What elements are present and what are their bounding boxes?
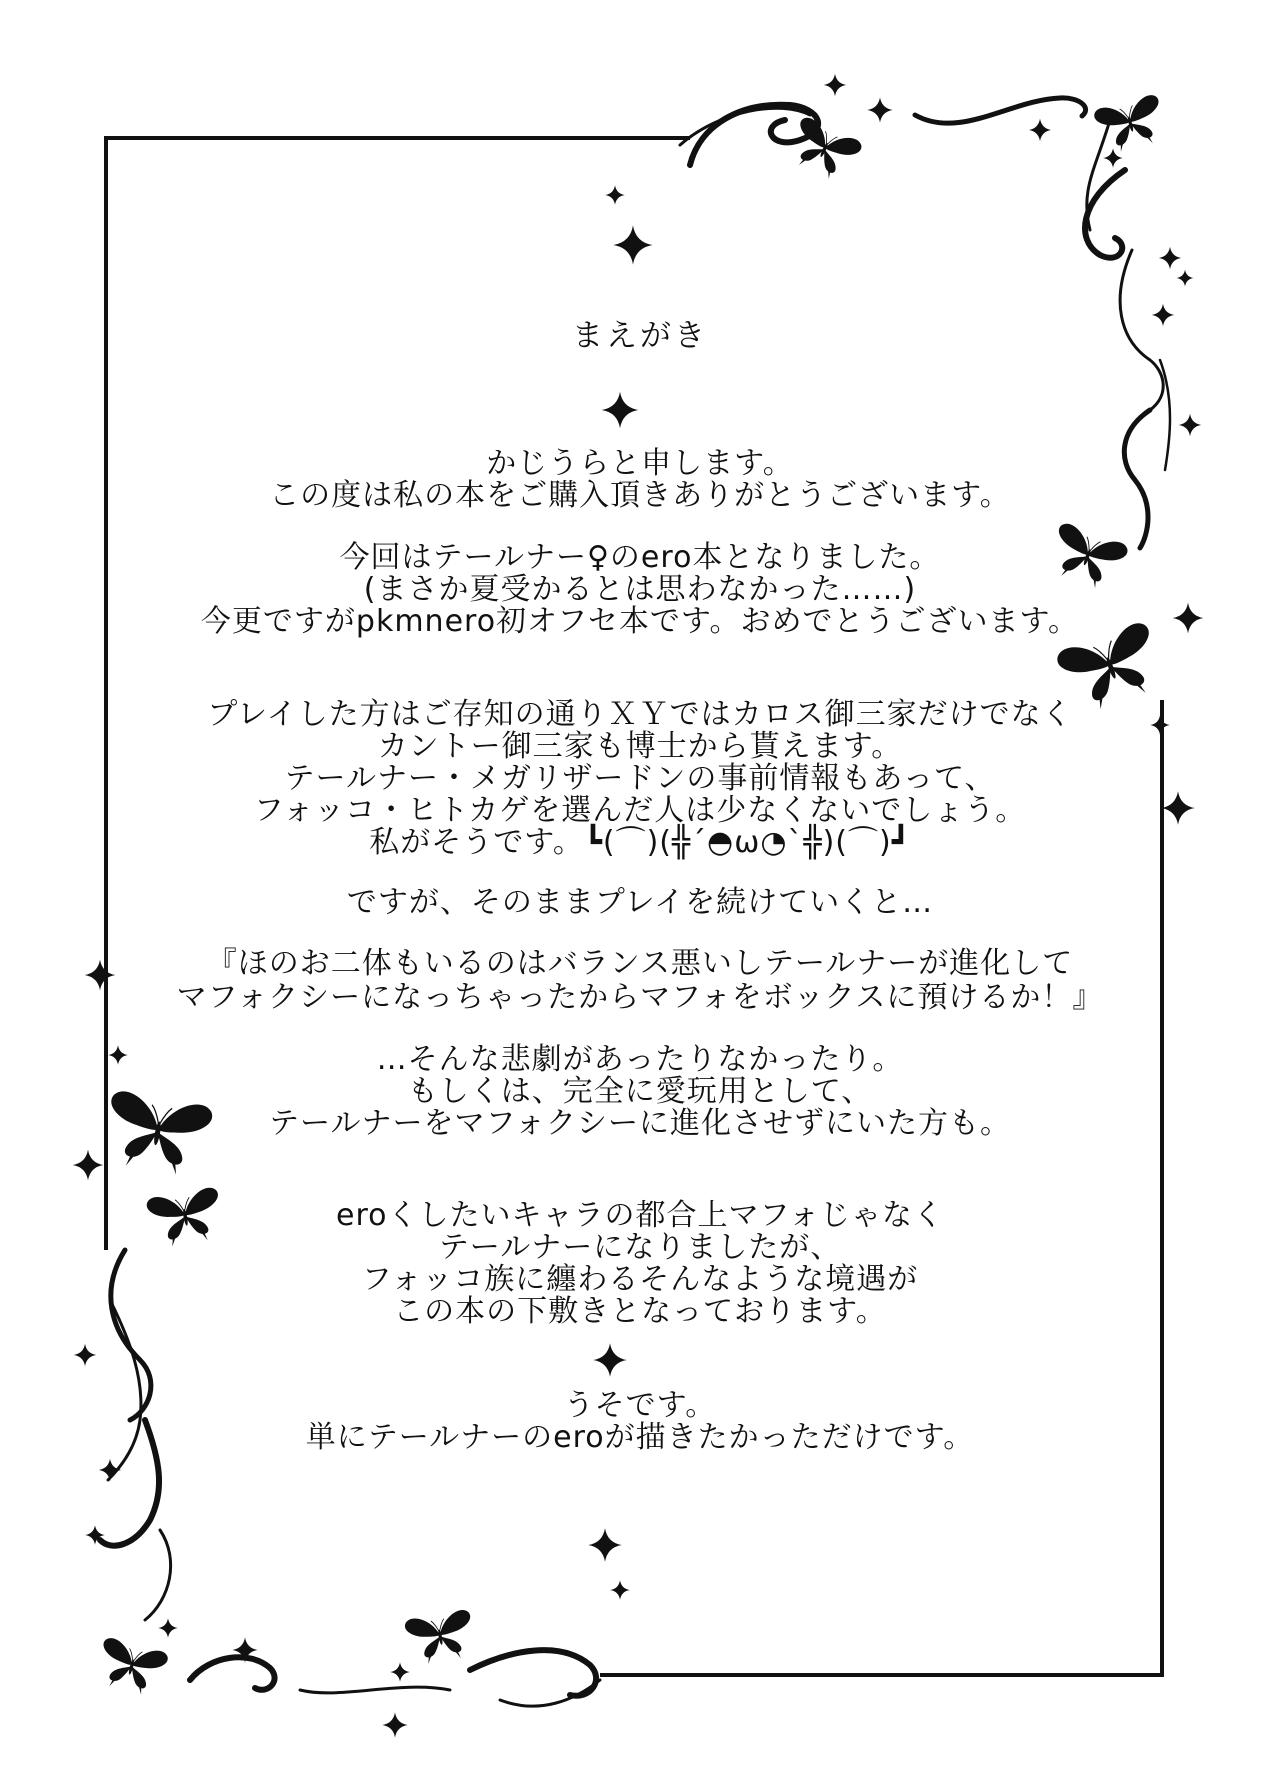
page-title: まえがき: [572, 318, 708, 354]
text-line: マフォクシーになっちゃったからマフォをボックスに預けるか！』: [176, 980, 1104, 1015]
text-line: プレイした方はご存知の通りＸＹではカロス御三家だけでなく: [207, 697, 1073, 732]
text-line: テールナーになりましたが、: [438, 1230, 842, 1265]
text-line: テールナーをマフォクシーに進化させずにいた方も。: [269, 1106, 1011, 1141]
text-line: かじうらと申します。: [486, 446, 794, 481]
text-line: フォッコ・ヒトカゲを選んだ人は少なくないでしょう。: [253, 793, 1027, 828]
text-line: ですが、そのままプレイを続けていくと…: [346, 885, 934, 920]
text-line: この度は私の本をご購入頂きありがとうございます。: [269, 478, 1011, 513]
text-line: うそです。: [563, 1388, 717, 1423]
text-line: (まさか夏受かるとは思わなかった……): [363, 572, 917, 607]
text-line: フォッコ族に纏わるそんなような境遇が: [361, 1262, 919, 1297]
text-line: 今更ですがpkmnero初オフセ本です。おめでとうございます。: [200, 604, 1080, 639]
text-line: この本の下敷きとなっております。: [393, 1294, 887, 1329]
text-line: 私がそうです。┗(⌒)(╬´◓ω◔`╬)(⌒)┛: [369, 825, 911, 860]
text-line: もしくは、完全に愛玩用として、: [407, 1074, 873, 1109]
text-line: eroくしたいキャラの都合上マフォじゃなく: [336, 1198, 944, 1233]
text-line: 『ほのお二体もいるのはバランス悪いしテールナーが進化して: [206, 946, 1074, 981]
text-line: …そんな悲劇があったりなかったり。: [376, 1042, 904, 1077]
text-line: テールナー・メガリザードンの事前情報もあって、: [284, 761, 996, 796]
text-line: 単にテールナーのeroが描きたかっただけです。: [305, 1420, 975, 1455]
text-line: 今回はテールナー♀のero本となりました。: [339, 540, 941, 575]
text-line: カントー御三家も博士から貰えます。: [377, 729, 903, 764]
